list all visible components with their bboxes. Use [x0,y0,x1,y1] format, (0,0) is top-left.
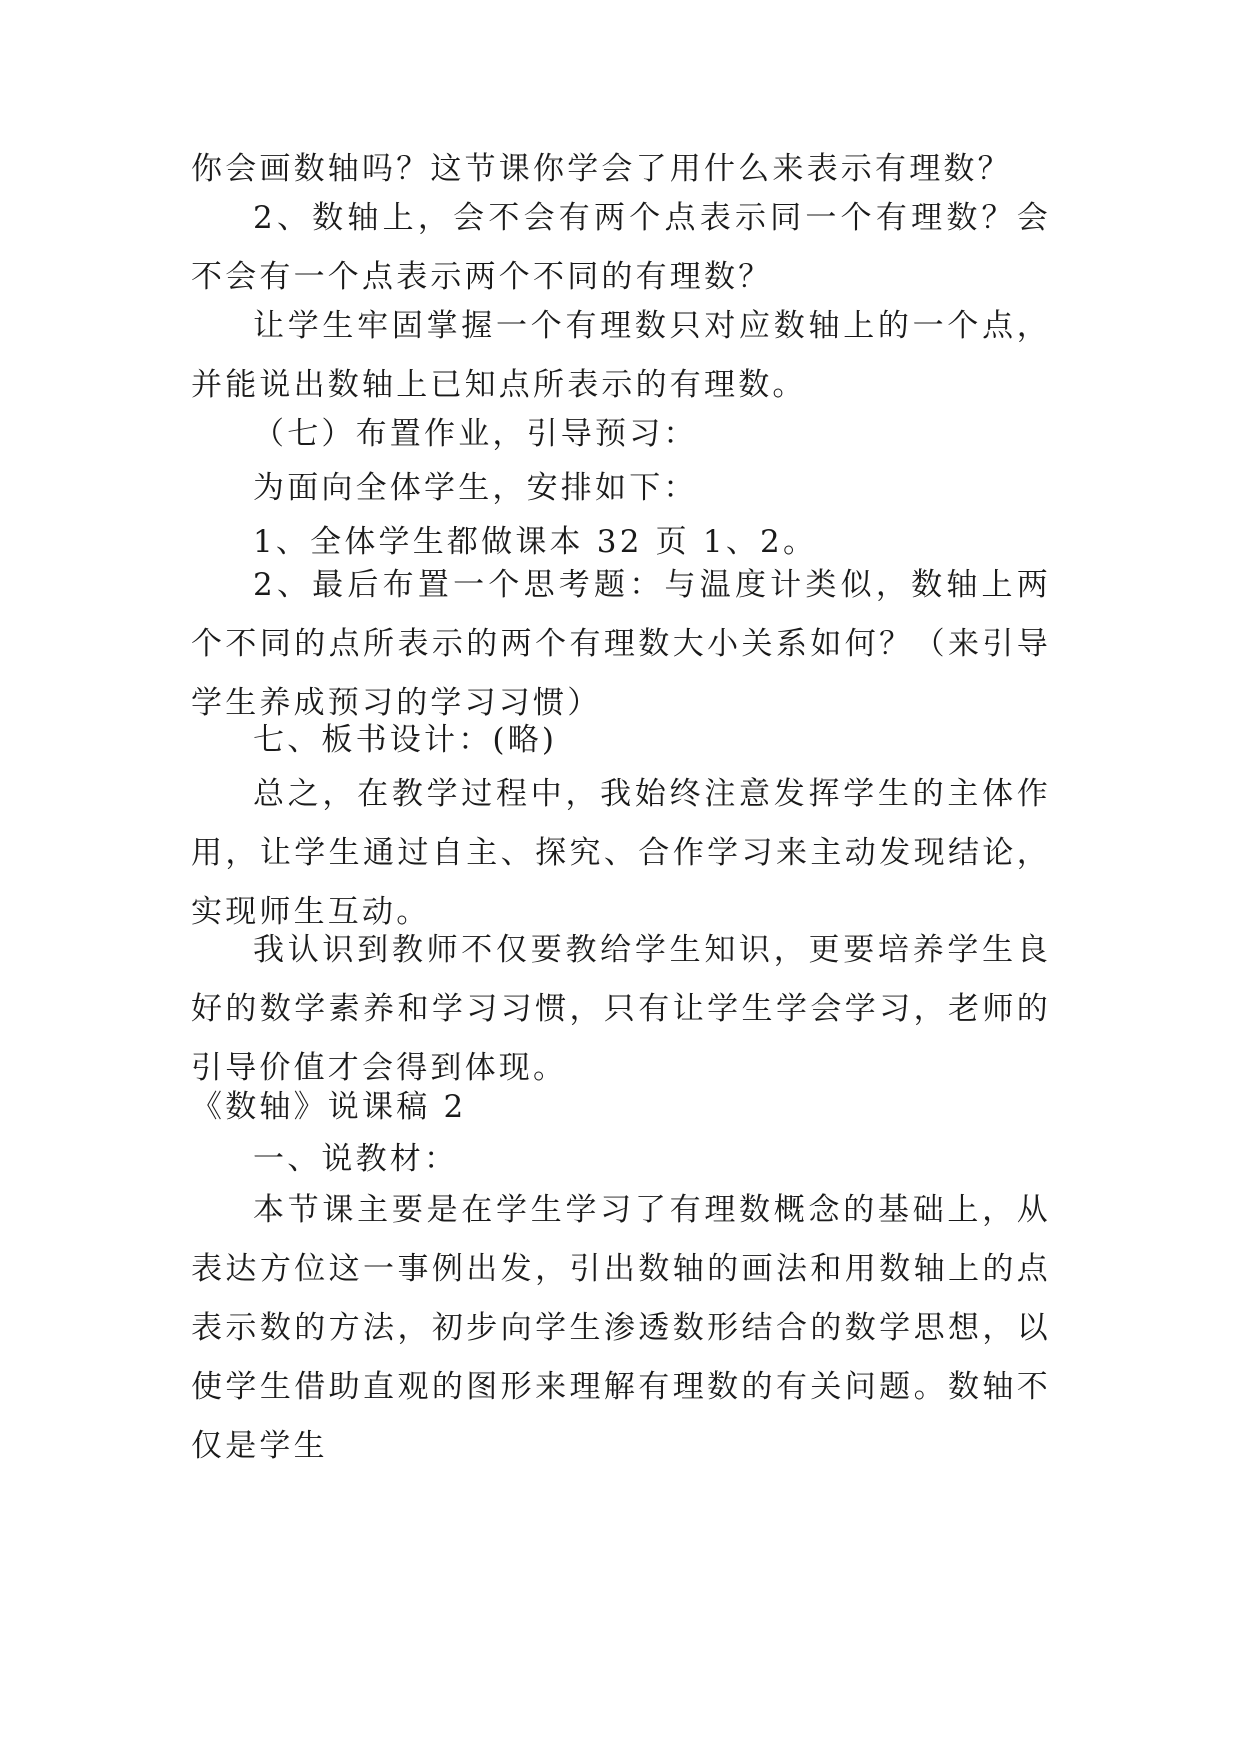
paragraph-continuation: 你会画数轴吗？这节课你学会了用什么来表示有理数？ [191,151,1012,187]
section-heading-homework: （七）布置作业，引导预习： [253,416,698,452]
list-item-homework-1: 1、全体学生都做课本 32 页 1、2。 [253,524,818,560]
paragraph-goal: 让学生牢固掌握一个有理数只对应数轴上的一个点，并能说出数轴上已知点所表示的有理数。 [191,308,1051,403]
document-title-2: 《数轴》说课稿 2 [191,1089,467,1125]
paragraph-reflection: 我认识到教师不仅要教给学生知识，更要培养学生良好的数学素养和学习习惯，只有让学生学会学习，老师的引导价值才会得到体现。 [191,932,1051,1086]
section-heading-board-design: 七、板书设计：(略) [253,722,558,758]
list-item-homework-2: 2、最后布置一个思考题：与温度计类似，数轴上两个不同的点所表示的两个有理数大小关系如何？（来引导学生养成预习的学习习惯） [191,567,1051,721]
paragraph-summary: 总之，在教学过程中，我始终注意发挥学生的主体作用，让学生通过自主、探究、合作学习来主动发现结论，实现师生互动。 [191,776,1051,930]
paragraph-question-2: 2、数轴上，会不会有两个点表示同一个有理数？会不会有一个点表示两个不同的有理数？ [191,200,1051,295]
section-heading-textbook: 一、说教材： [253,1141,459,1177]
paragraph-arrangement: 为面向全体学生，安排如下： [253,470,698,506]
paragraph-textbook-description: 本节课主要是在学生学习了有理数概念的基础上，从表达方位这一事例出发，引出数轴的画法和用数轴上的点表示数的方法，初步向学生渗透数形结合的数学思想，以使学生借助直观的图形来理解有理数的有关问题。数轴不仅是学生 [191,1192,1051,1464]
